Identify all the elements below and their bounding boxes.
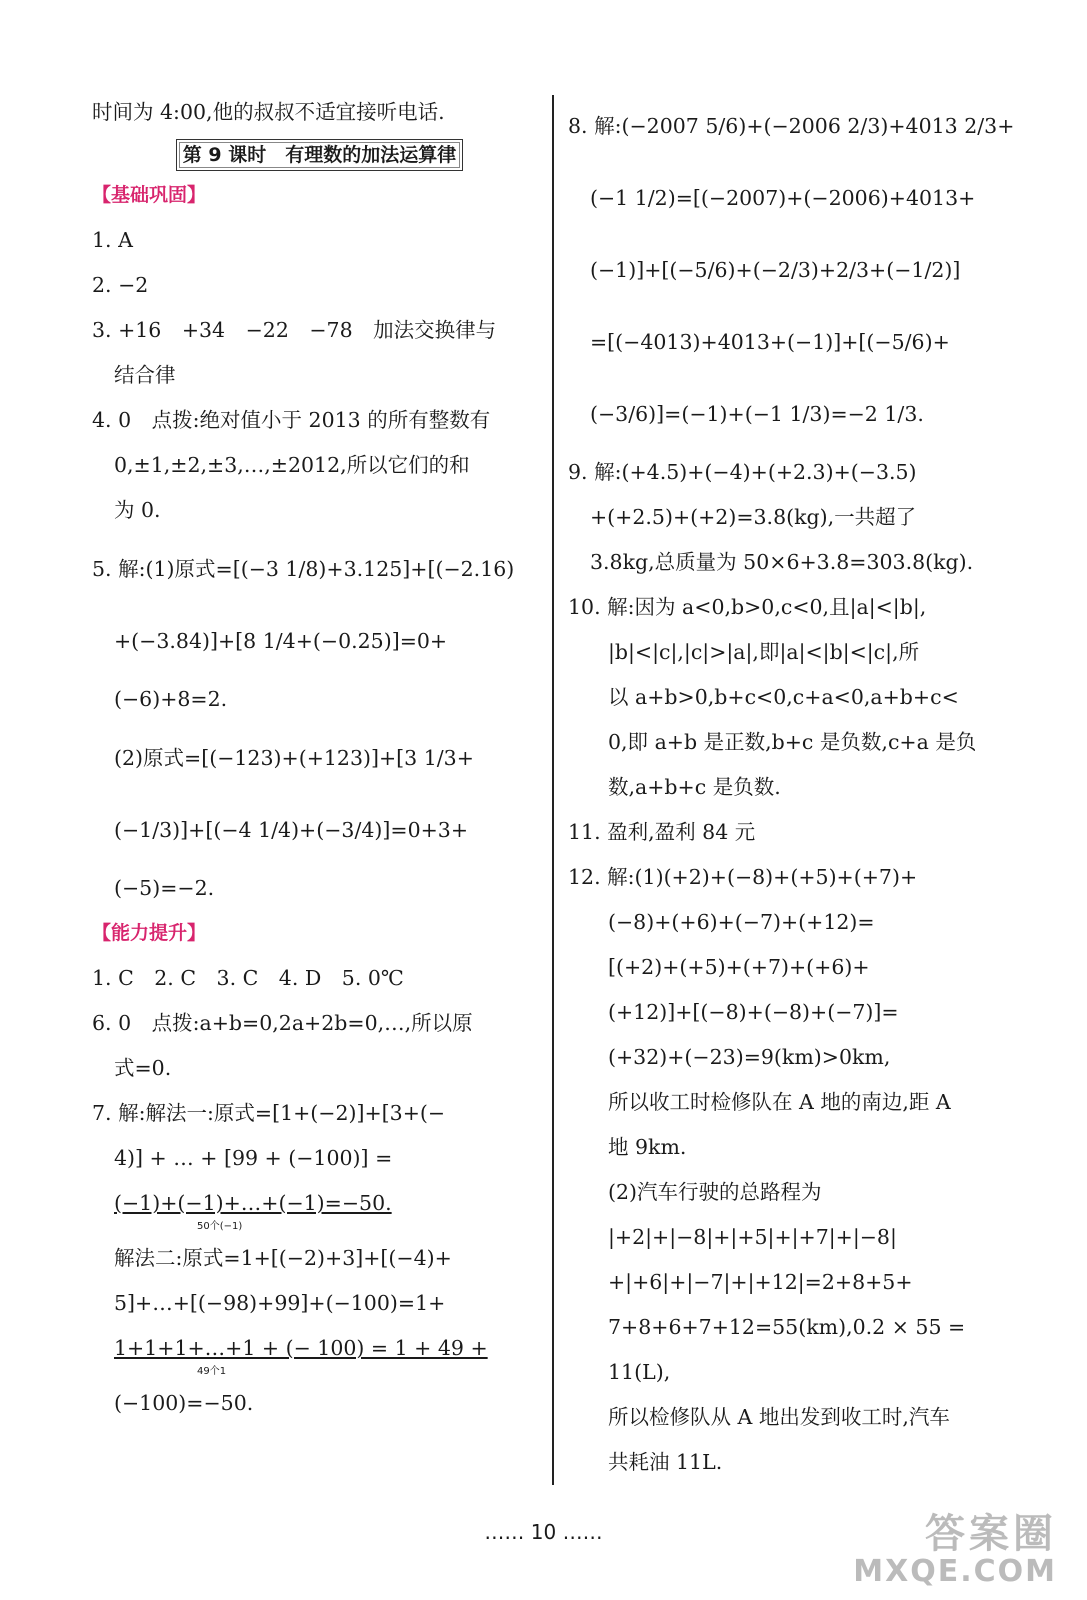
line: 时间为 4:00,他的叔叔不适宜接听电话. <box>92 100 445 124</box>
answer-7-cont: 1+1+1+…+1 + (− 100) = 1 + 49 + <box>114 1336 488 1360</box>
answer-12-cont: [(+2)+(+5)+(+7)+(+6)+ <box>608 955 870 979</box>
answer-3: 3. +16 +34 −22 −78 加法交换律与 <box>92 318 497 342</box>
watermark-url: MXQE.COM <box>853 1554 1057 1589</box>
lesson-title: 第 9 课时 有理数的加法运算律 <box>92 139 547 171</box>
answer-6-cont: 式=0. <box>114 1056 172 1080</box>
answer-8-cont: (−3/6)]=(−1)+(−1 1/3)=−2 1/3. <box>590 402 924 426</box>
section-heading-advanced: 【能力提升】 <box>92 922 207 944</box>
answer-12-cont: (+32)+(−23)=9(km)>0km, <box>608 1045 891 1069</box>
answer-5-cont: (−5)=−2. <box>114 876 215 900</box>
answer-10-cont: 0,即 a+b 是正数,b+c 是负数,c+a 是负 <box>608 730 977 754</box>
column-divider <box>552 95 554 1485</box>
answer-7-method2: 解法二:原式=1+[(−2)+3]+[(−4)+ <box>114 1246 452 1270</box>
underbrace-label: 50个(−1) <box>197 1221 243 1232</box>
answer-12-cont: |+2|+|−8|+|+5|+|+7|+|−8| <box>608 1225 897 1249</box>
answer-12-cont: 所以收工时检修队在 A 地的南边,距 A <box>608 1090 951 1114</box>
answer-8: 8. 解:(−2007 5/6)+(−2006 2/3)+4013 2/3+ <box>568 114 1015 138</box>
answer-10-cont: |b|<|c|,|c|>|a|,即|a|<|b|<|c|,所 <box>608 640 920 664</box>
answer-10-cont: 数,a+b+c 是负数. <box>608 775 781 799</box>
answers-1-5: 1. C 2. C 3. C 4. D 5. 0℃ <box>92 966 404 990</box>
answer-2: 2. −2 <box>92 273 149 297</box>
answer-7-cont: 4)] + … + [99 + (−100)] = <box>114 1146 393 1170</box>
answer-4: 4. 0 点拨:绝对值小于 2013 的所有整数有 <box>92 408 491 432</box>
answer-9-cont: 3.8kg,总质量为 50×6+3.8=303.8(kg). <box>590 550 974 574</box>
answer-8-cont: (−1 1/2)=[(−2007)+(−2006)+4013+ <box>590 186 976 210</box>
answer-5: 5. 解:(1)原式=[(−3 1/8)+3.125]+[(−2.16) <box>92 557 515 581</box>
answer-1: 1. A <box>92 228 133 252</box>
right-column <box>568 90 1030 1485</box>
answer-12: 12. 解:(1)(+2)+(−8)+(+5)+(+7)+ <box>568 865 918 889</box>
answer-5-cont: +(−3.84)]+[8 1/4+(−0.25)]=0+ <box>114 629 448 653</box>
answer-7-cont: 5]+…+[(−98)+99]+(−100)=1+ <box>114 1291 446 1315</box>
answer-5-cont: (−6)+8=2. <box>114 687 228 711</box>
answer-12-cont: (+12)]+[(−8)+(−8)+(−7)]= <box>608 1000 899 1024</box>
answer-12-cont: (−8)+(+6)+(−7)+(+12)= <box>608 910 875 934</box>
answer-7-cont: (−1)+(−1)+…+(−1)=−50. <box>114 1191 392 1215</box>
answer-5-cont: (−1/3)]+[(−4 1/4)+(−3/4)]=0+3+ <box>114 818 469 842</box>
answer-8-cont: =[(−4013)+4013+(−1)]+[(−5/6)+ <box>590 330 950 354</box>
answer-9: 9. 解:(+4.5)+(−4)+(+2.3)+(−3.5) <box>568 460 917 484</box>
answer-8-cont: (−1)]+[(−5/6)+(−2/3)+2/3+(−1/2)] <box>590 258 961 282</box>
watermark-logo <box>853 1512 1057 1588</box>
answer-5-part2: (2)原式=[(−123)+(+123)]+[3 1/3+ <box>114 746 474 770</box>
answer-4-cont: 0,±1,±2,±3,…,±2012,所以它们的和 <box>114 453 470 477</box>
answer-12-cont: 共耗油 11L. <box>608 1450 723 1474</box>
answer-12-cont: +|+6|+|−7|+|+12|=2+8+5+ <box>608 1270 913 1294</box>
answer-11: 11. 盈利,盈利 84 元 <box>568 820 756 844</box>
answer-12-cont: 所以检修队从 A 地出发到收工时,汽车 <box>608 1405 950 1429</box>
underbrace-label: 49个1 <box>197 1366 227 1377</box>
answer-4-cont: 为 0. <box>114 498 161 522</box>
left-column <box>92 90 547 1426</box>
answer-9-cont: +(+2.5)+(+2)=3.8(kg),一共超了 <box>590 505 917 529</box>
answer-7-cont: (−100)=−50. <box>114 1391 254 1415</box>
answer-12-part2: (2)汽车行驶的总路程为 <box>608 1180 822 1204</box>
answer-6: 6. 0 点拨:a+b=0,2a+2b=0,…,所以原 <box>92 1011 473 1035</box>
answer-10: 10. 解:因为 a<0,b>0,c<0,且|a|<|b|, <box>568 595 927 619</box>
answer-12-cont: 7+8+6+7+12=55(km),0.2 × 55 = <box>608 1315 966 1339</box>
answer-12-cont: 地 9km. <box>608 1135 687 1159</box>
watermark-text: 答案圈 <box>925 1511 1057 1557</box>
answer-3-cont: 结合律 <box>114 363 176 387</box>
answer-12-cont: 11(L), <box>608 1360 671 1384</box>
section-heading-basic: 【基础巩固】 <box>92 184 207 206</box>
page-number: …… 10 …… <box>484 1520 603 1544</box>
answer-7: 7. 解:解法一:原式=[1+(−2)]+[3+(− <box>92 1101 446 1125</box>
answer-10-cont: 以 a+b>0,b+c<0,c+a<0,a+b+c< <box>608 685 959 709</box>
